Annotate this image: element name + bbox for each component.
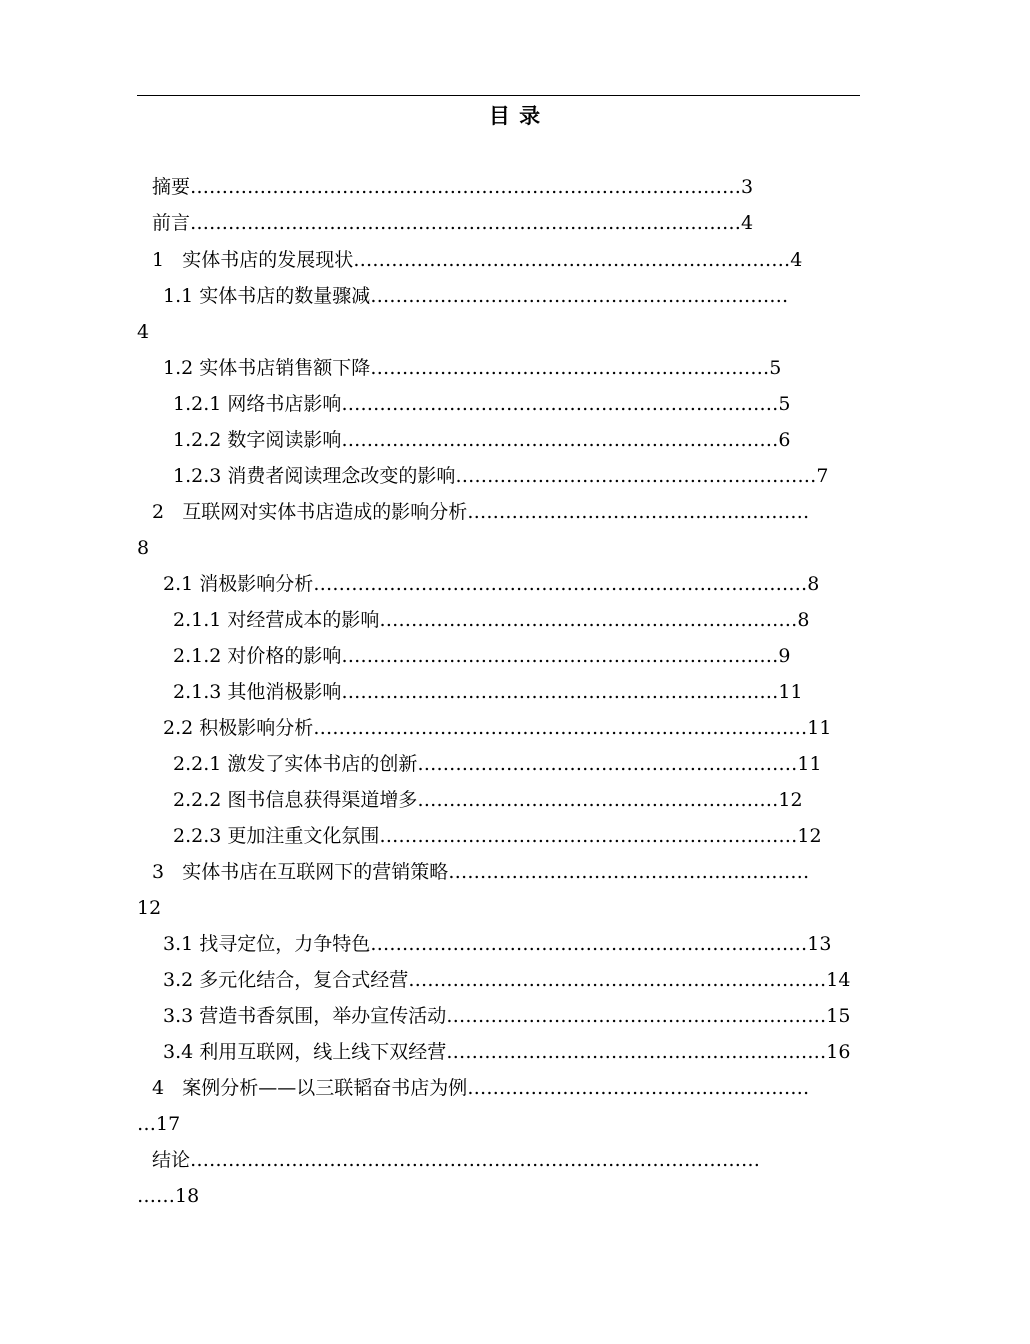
toc-entry[interactable]: [163, 1037, 850, 1067]
toc-entry[interactable]: [152, 857, 857, 887]
toc-entry-leader: …………………………………………………………: [379, 825, 798, 847]
toc-entry[interactable]: [163, 353, 816, 383]
toc-entry-leader: …………………………………………………: [417, 789, 779, 811]
toc-entry-label: 2 互联网对实体书店造成的影响分析: [152, 501, 468, 523]
toc-entry[interactable]: [152, 1073, 857, 1103]
toc-entry-page: 13: [807, 933, 832, 955]
toc-entry[interactable]: [152, 172, 857, 202]
toc-entry-page: 12: [137, 897, 162, 919]
toc-entry[interactable]: [137, 893, 177, 923]
toc-entry[interactable]: [137, 1109, 197, 1139]
toc-entry-label: 1 实体书店的发展现状: [152, 249, 354, 271]
toc-entry-page: 12: [797, 825, 822, 847]
toc-entry-label: 1.2.3 消费者阅读理念改变的影响: [173, 465, 456, 487]
toc-entry-leader: ………………………………………………………: [370, 357, 770, 379]
toc-entry-leader: …………………………………………………: [455, 465, 817, 487]
toc-entry-label: 1.1 实体书店的数量骤减: [163, 285, 371, 307]
toc-entry[interactable]: [137, 533, 167, 563]
toc-entry-label: 3.2 多元化结合，复合式经营: [163, 969, 409, 991]
toc-entry-label: 3.3 营造书香氛围，举办宣传活动: [163, 1005, 447, 1027]
toc-entry-leader: ……………………………………………………………………: [313, 717, 808, 739]
toc-entry[interactable]: [173, 605, 810, 635]
toc-entry-label: 2.2.1 激发了实体书店的创新: [173, 753, 418, 775]
toc-entry-leader: ……………………………………………………: [446, 1041, 827, 1063]
toc-entry-leader: ……………………………………………………………: [353, 249, 791, 271]
toc-entry-page: 15: [826, 1005, 851, 1027]
toc-entry[interactable]: [137, 1181, 217, 1211]
toc-entry-label: 2.2.2 图书信息获得渠道增多: [173, 789, 418, 811]
toc-entry-page: 9: [778, 645, 791, 667]
toc-entry[interactable]: [163, 281, 849, 311]
toc-entry-leader: ………………………………………………: [467, 1077, 810, 1099]
toc-entry[interactable]: [137, 317, 167, 347]
toc-entry[interactable]: [173, 749, 838, 779]
toc-entry-leader: ……………………………………………………………………………: [190, 212, 742, 234]
toc-entry-label: 结论: [152, 1149, 191, 1171]
toc-entry-page: 11: [807, 717, 832, 739]
toc-entry[interactable]: [163, 713, 850, 743]
toc-entry-label: 2.2.3 更加注重文化氛围: [173, 825, 380, 847]
toc-entry-page: 16: [826, 1041, 851, 1063]
toc-entry[interactable]: [173, 389, 825, 419]
toc-entry[interactable]: [173, 677, 818, 707]
toc-entry-page: 6: [778, 429, 791, 451]
toc-entry-leader: ……………………………………………………………: [341, 681, 779, 703]
toc-entry-leader: ……………………………………………………: [417, 753, 798, 775]
toc-entry-leader: …………………………………………………………: [370, 285, 789, 307]
toc-entry-leader: …………………………………………………: [448, 861, 810, 883]
toc-entry-leader: ……………………………………………………………………: [313, 573, 808, 595]
toc-entry-page: 3: [741, 176, 754, 198]
toc-entry-label: 前言: [152, 212, 191, 234]
toc-entry-label: 1.2 实体书店销售额下降: [163, 357, 371, 379]
toc-entry[interactable]: [173, 461, 827, 491]
toc-entry[interactable]: [152, 245, 824, 275]
toc-entry-label: 摘要: [152, 176, 191, 198]
toc-entry-page: 5: [769, 357, 782, 379]
toc-entry[interactable]: [173, 785, 840, 815]
toc-entry-leader: ……………………………………………………………: [370, 933, 808, 955]
toc-entry-page: 12: [778, 789, 803, 811]
toc-entry-page: 5: [778, 393, 791, 415]
toc-title: 目 录: [488, 103, 542, 128]
toc-entry-leader: ……………………………………………………………: [341, 393, 779, 415]
toc-entry-page: 17: [156, 1113, 181, 1135]
toc-entry-page: 4: [790, 249, 803, 271]
toc-entry-label: 2.2 积极影响分析: [163, 717, 314, 739]
toc-entry-leader: ……: [137, 1185, 175, 1207]
toc-entry-label: 2.1.1 对经营成本的影响: [173, 609, 380, 631]
toc-entry-leader: ………………………………………………: [467, 501, 810, 523]
toc-entry-label: 2.1.3 其他消极影响: [173, 681, 342, 703]
toc-entry-page: 8: [807, 573, 820, 595]
toc-entry[interactable]: [173, 641, 807, 671]
toc-entry-label: 3.4 利用互联网，线上线下双经营: [163, 1041, 447, 1063]
toc-entry-page: 8: [797, 609, 810, 631]
toc-entry[interactable]: [163, 569, 839, 599]
toc-entry-leader: ……………………………………………………………………………: [190, 176, 742, 198]
toc-entry[interactable]: [163, 965, 850, 995]
toc-entry[interactable]: [152, 208, 857, 238]
toc-entry-label: 3 实体书店在互联网下的营销策略: [152, 861, 449, 883]
toc-entry-page: 7: [816, 465, 829, 487]
toc-entry-page: 4: [741, 212, 754, 234]
toc-entry-leader: ………………………………………………………………………………: [190, 1149, 761, 1171]
toc-entry-leader: ……………………………………………………………: [341, 429, 779, 451]
toc-entry-page: 4: [137, 321, 150, 343]
toc-entry-label: 4 案例分析——以三联韬奋书店为例: [152, 1077, 468, 1099]
toc-entry-label: 2.1 消极影响分析: [163, 573, 314, 595]
toc-entry-page: 11: [797, 753, 822, 775]
toc-entry-leader: ……………………………………………………………: [341, 645, 779, 667]
toc-entry[interactable]: [173, 821, 840, 851]
toc-entry-leader: …………………………………………………………: [379, 609, 798, 631]
toc-entry-page: 18: [175, 1185, 200, 1207]
toc-entry[interactable]: [163, 929, 850, 959]
toc-entry-label: 3.1 找寻定位，力争特色: [163, 933, 371, 955]
toc-entry-label: 1.2.1 网络书店影响: [173, 393, 342, 415]
toc-entry-leader: …: [137, 1113, 156, 1135]
toc-entry-label: 2.1.2 对价格的影响: [173, 645, 342, 667]
toc-entry[interactable]: [152, 497, 857, 527]
toc-entry-page: 8: [137, 537, 150, 559]
toc-entry[interactable]: [173, 425, 827, 455]
toc-entry[interactable]: [152, 1145, 847, 1175]
toc-entry[interactable]: [163, 1001, 850, 1031]
toc-entry-leader: …………………………………………………………: [408, 969, 827, 991]
toc-entry-leader: ……………………………………………………: [446, 1005, 827, 1027]
toc-entry-page: 11: [778, 681, 803, 703]
toc-entry-label: 1.2.2 数字阅读影响: [173, 429, 342, 451]
toc-entry-page: 14: [826, 969, 851, 991]
